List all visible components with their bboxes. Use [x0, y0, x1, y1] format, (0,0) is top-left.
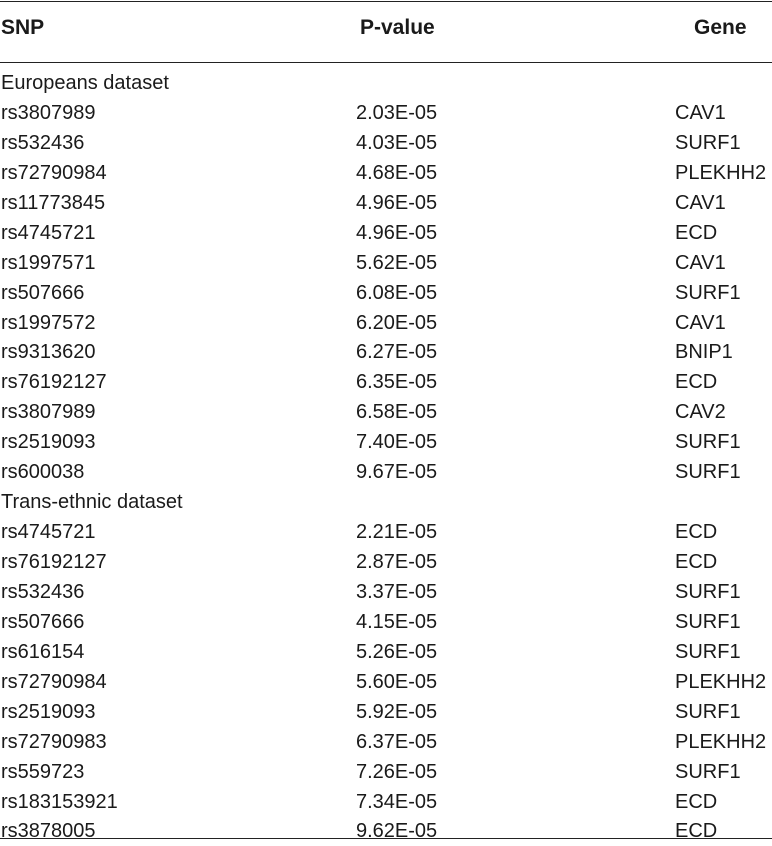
pvalue-cell: 9.67E-05: [356, 461, 438, 484]
pvalue-cell: 4.68E-05: [356, 161, 438, 184]
table-row: [0, 308, 772, 338]
snp-cell: rs600038: [1, 461, 85, 484]
snp-cell: rs11773845: [1, 191, 106, 214]
gene-cell: SURF1: [675, 131, 741, 154]
snp-cell: rs2519093: [1, 431, 96, 454]
snp-cell: rs3878005: [1, 820, 96, 843]
table-row: [0, 158, 772, 188]
pvalue-cell: 6.20E-05: [356, 311, 438, 334]
gene-cell: ECD: [675, 521, 718, 544]
pvalue-cell: 4.15E-05: [356, 610, 438, 633]
snp-cell: rs507666: [1, 281, 85, 304]
pvalue-cell: 4.03E-05: [356, 131, 438, 154]
pvalue-cell: 3.37E-05: [356, 580, 438, 603]
table-row: [0, 667, 772, 697]
table-row: [0, 757, 772, 787]
snp-cell: rs616154: [1, 640, 85, 663]
table-row: [0, 577, 772, 607]
gene-cell: PLEKHH2: [675, 161, 767, 184]
table-row: [0, 218, 772, 248]
snp-cell: rs532436: [1, 580, 85, 603]
table-row: [0, 98, 772, 128]
table-row: [0, 816, 772, 846]
table-row: [0, 337, 772, 367]
snp-cell: rs1997572: [1, 311, 96, 334]
table-row: [0, 547, 772, 577]
pvalue-cell: 7.40E-05: [356, 431, 438, 454]
table-row: [0, 397, 772, 427]
gene-cell: SURF1: [675, 760, 741, 783]
pvalue-cell: 5.60E-05: [356, 670, 438, 693]
pvalue-cell: 4.96E-05: [356, 221, 438, 244]
snp-cell: rs2519093: [1, 700, 96, 723]
pvalue-cell: 5.92E-05: [356, 700, 438, 723]
pvalue-cell: 2.21E-05: [356, 521, 438, 544]
section-row: [0, 487, 772, 517]
gene-cell: CAV1: [675, 101, 726, 124]
table-header-rule: [0, 62, 772, 63]
table-row: [0, 457, 772, 487]
snp-cell: rs3807989: [1, 101, 96, 124]
gene-cell: CAV1: [675, 191, 726, 214]
pvalue-cell: 7.26E-05: [356, 760, 438, 783]
table-row: [0, 607, 772, 637]
gene-cell: SURF1: [675, 281, 741, 304]
pvalue-cell: 6.08E-05: [356, 281, 438, 304]
gene-cell: SURF1: [675, 640, 741, 663]
pvalue-cell: 6.35E-05: [356, 371, 438, 394]
gene-cell: BNIP1: [675, 341, 733, 364]
gene-cell: SURF1: [675, 610, 741, 633]
snp-cell: rs72790983: [1, 730, 107, 753]
pvalue-cell: 2.87E-05: [356, 551, 438, 573]
table-row: [0, 517, 772, 547]
table-row: [0, 248, 772, 278]
pvalue-cell: 6.58E-05: [356, 401, 438, 424]
gene-cell: SURF1: [675, 700, 741, 723]
section-label: Europeans dataset: [1, 72, 169, 94]
snp-cell: rs76192127: [1, 371, 107, 394]
header-pvalue: P-value: [360, 16, 435, 39]
snp-cell: rs4745721: [1, 521, 96, 544]
table-bottom-rule: [0, 838, 772, 839]
gene-cell: PLEKHH2: [675, 730, 767, 753]
pvalue-cell: 6.37E-05: [356, 730, 438, 753]
pvalue-cell: 5.26E-05: [356, 640, 438, 663]
section-label: Trans-ethnic dataset: [1, 491, 183, 514]
table-row: [0, 787, 772, 817]
snp-cell: rs559723: [1, 760, 85, 783]
gene-cell: ECD: [675, 371, 718, 394]
table-row: [0, 128, 772, 158]
table-row: [0, 427, 772, 457]
gene-cell: ECD: [675, 820, 718, 843]
snp-cell: rs1997571: [1, 251, 96, 274]
pvalue-cell: 9.62E-05: [356, 820, 438, 843]
table-row: [0, 697, 772, 727]
snp-cell: rs3807989: [1, 401, 96, 424]
section-row: [0, 68, 772, 98]
table-header-row: [0, 0, 772, 62]
pvalue-cell: 5.62E-05: [356, 251, 438, 274]
gene-cell: SURF1: [675, 431, 741, 454]
table-row: [0, 367, 772, 397]
gene-cell: ECD: [675, 790, 718, 813]
snp-cell: rs4745721: [1, 221, 96, 244]
gene-cell: SURF1: [675, 461, 741, 484]
snp-cell: rs183153921: [1, 790, 118, 813]
table-row: [0, 188, 772, 218]
pvalue-cell: 7.34E-05: [356, 790, 438, 813]
pvalue-cell: 6.27E-05: [356, 341, 438, 364]
snp-cell: rs72790984: [1, 670, 107, 693]
gene-cell: ECD: [675, 551, 718, 573]
table-row: [0, 727, 772, 757]
gene-cell: ECD: [675, 221, 718, 244]
gene-cell: CAV1: [675, 251, 726, 274]
snp-cell: rs532436: [1, 131, 85, 154]
table-row: [0, 637, 772, 667]
pvalue-cell: 4.96E-05: [356, 191, 438, 214]
table-row: [0, 278, 772, 308]
gene-cell: SURF1: [675, 580, 741, 603]
gene-cell: PLEKHH2: [675, 670, 767, 693]
header-gene: Gene: [694, 16, 747, 39]
gene-cell: CAV2: [675, 401, 726, 424]
snp-cell: rs9313620: [1, 341, 96, 364]
snp-cell: rs507666: [1, 610, 85, 633]
snp-cell: rs72790984: [1, 161, 107, 184]
gene-cell: CAV1: [675, 311, 726, 334]
table-body: [0, 68, 772, 846]
pvalue-cell: 2.03E-05: [356, 101, 438, 124]
snp-cell: rs76192127: [1, 551, 107, 573]
header-snp: SNP: [1, 16, 45, 39]
